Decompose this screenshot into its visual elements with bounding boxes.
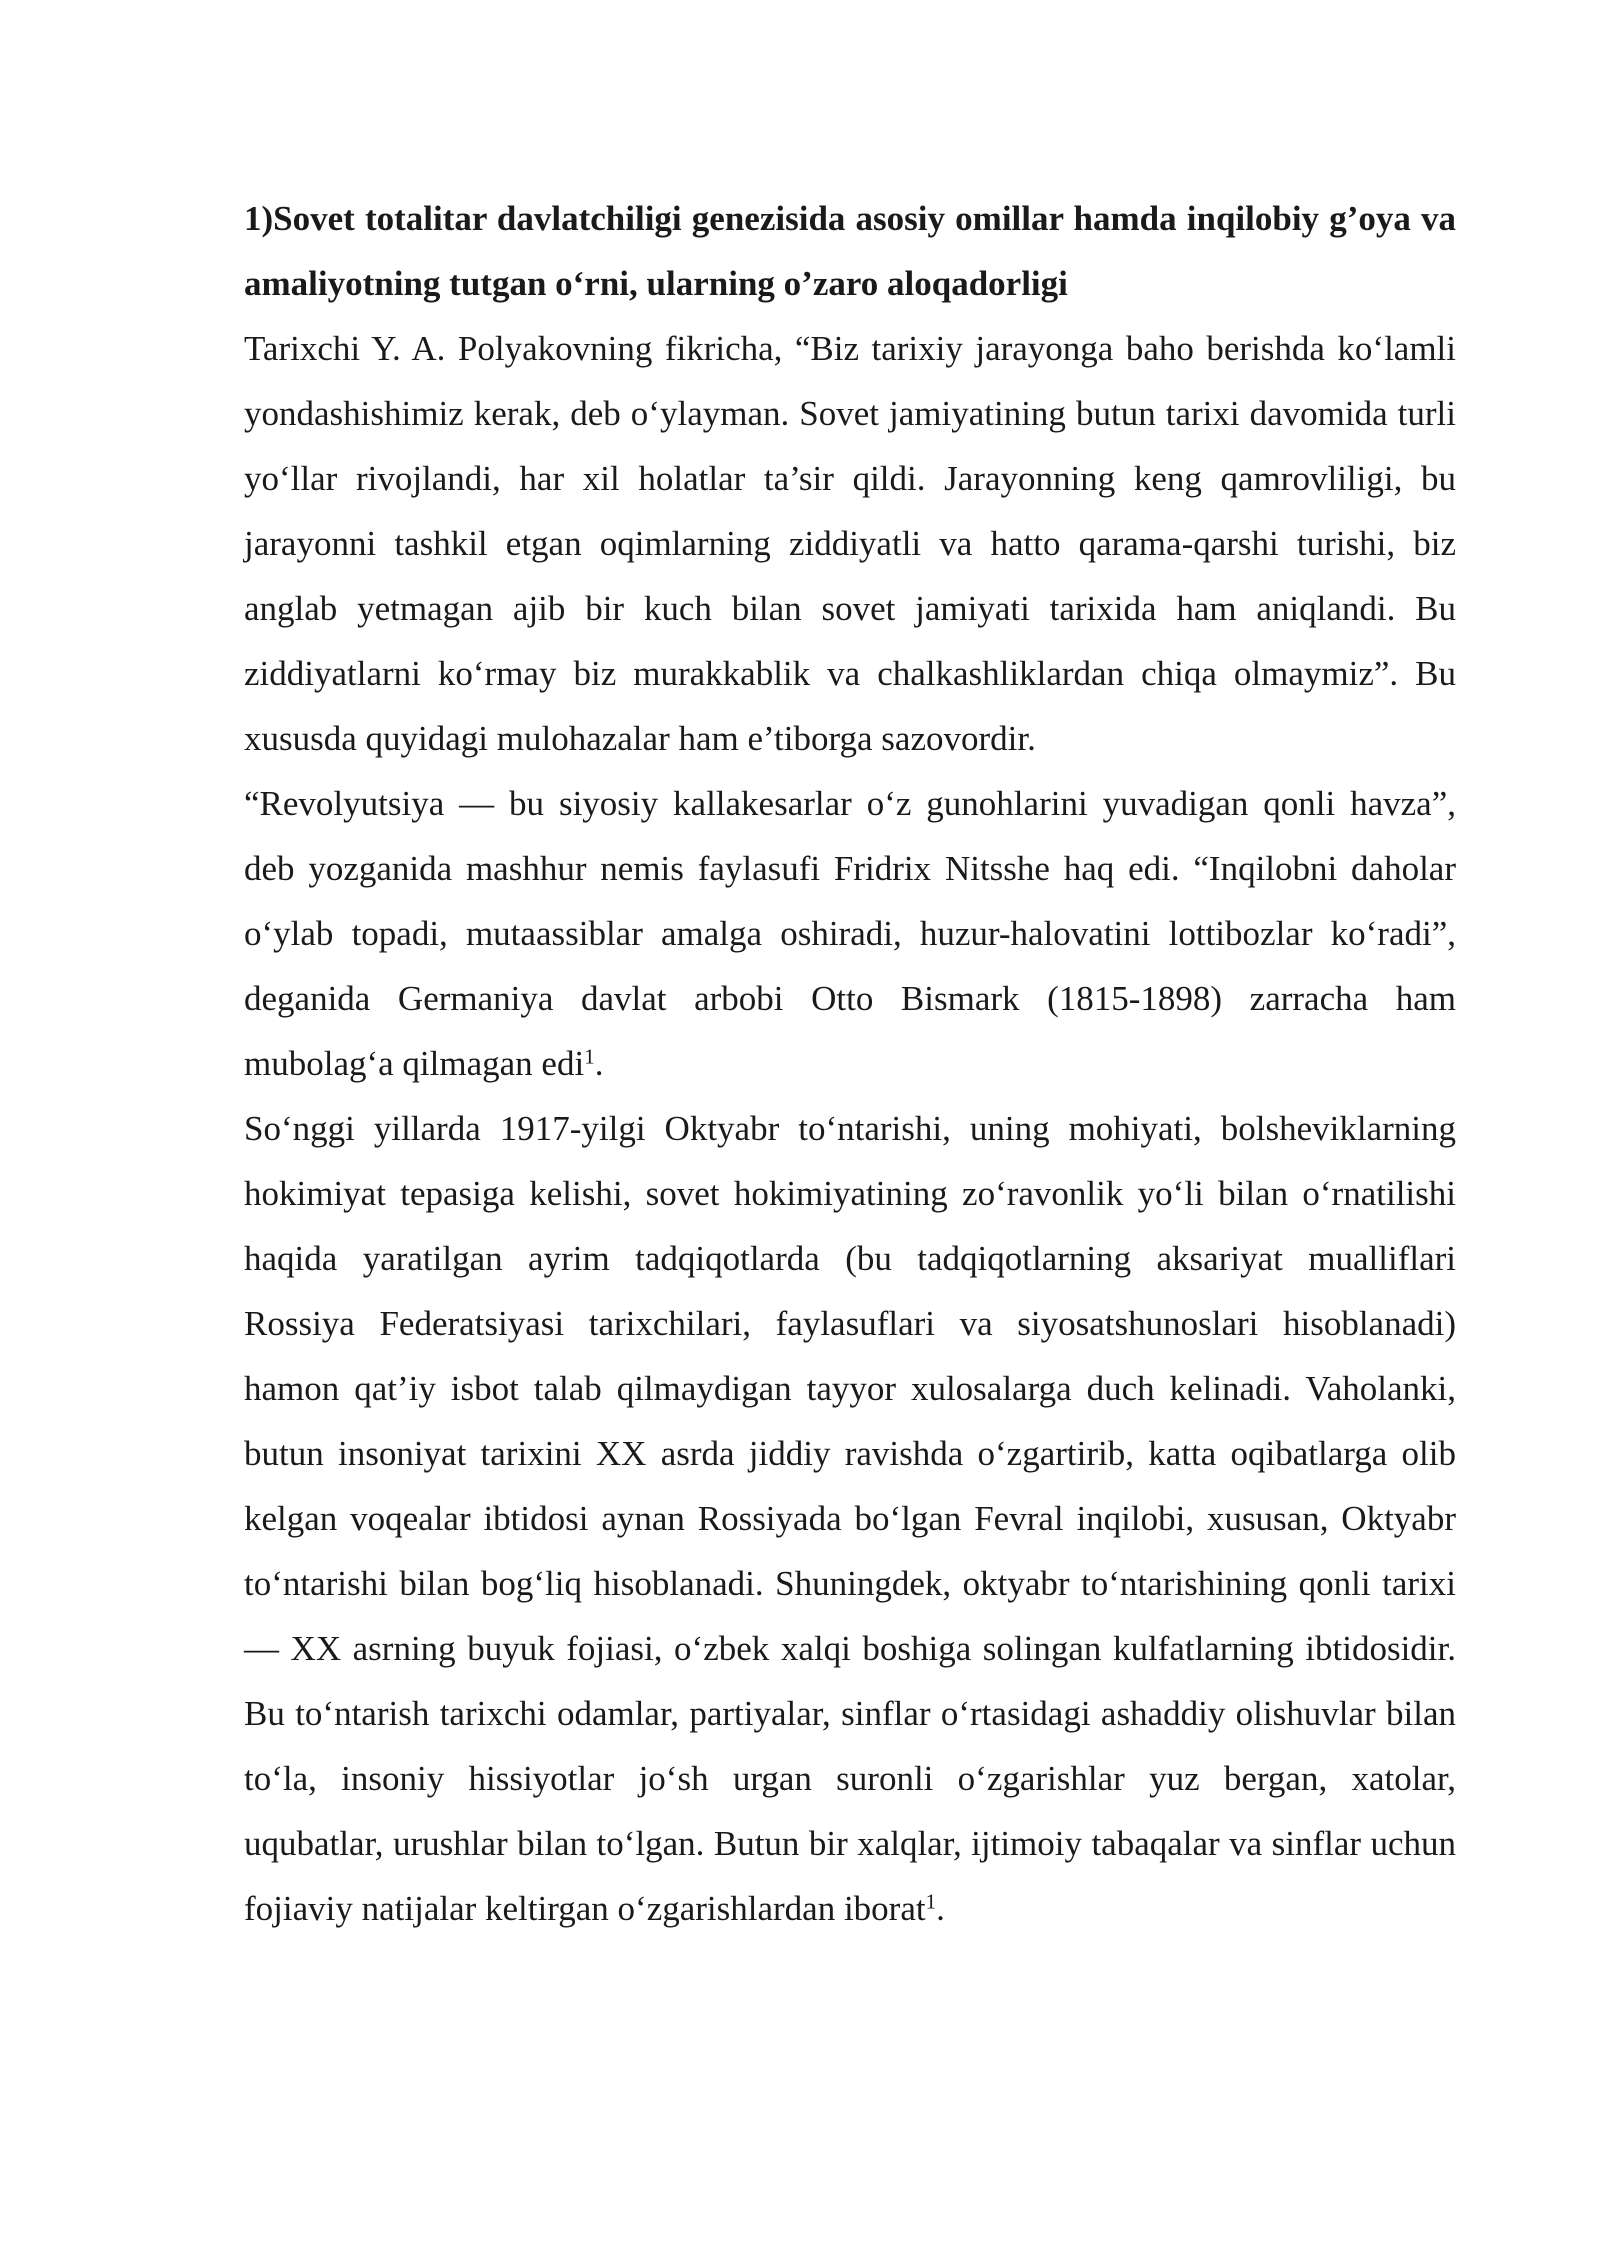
document-page (244, 186, 1456, 1941)
section-heading: 1)Sovet totalitar davlatchiligi genezisida asosiy omillar hamda inqilobiy g’oya va amaliyotning tutgan o‘rni, ularning o’zaro aloqadorligi (244, 199, 1456, 303)
paragraph-revolution-quotes (244, 771, 1456, 1096)
paragraph-october-revolution (244, 1096, 1456, 1941)
paragraph-text: So‘nggi yillarda 1917-yilgi Oktyabr to‘ntarishi, uning mohiyati, bolsheviklarning hokimiyat tepasiga kelishi, sovet hokimiyatining zo‘ravonlik yo‘li bilan o‘rnatilishi haqida yaratilgan ayrim tadqiqotlarda (bu tadqiqotlarning aksariyat mualliflari Rossiya Federatsiyasi tarixchilari, faylasuflari va siyosatshunoslari hisoblanadi) hamon qat’iy isbot talab qilmaydigan tayyor xulosalarga duch kelinadi. Vaholanki, butun insoniyat tarixini XX asrda jiddiy ravishda o‘zgartirib, katta oqibatlarga olib kelgan voqealar ibtidosi aynan Rossiyada bo‘lgan Fevral inqilobi, xususan, Oktyabr to‘ntarishi bilan bog‘liq hisoblanadi. Shuningdek, oktyabr to‘ntarishining qonli tarixi — XX asrning buyuk fojiasi, o‘zbek xalqi boshiga solingan kulfatlarning ibtidosidir. Bu to‘ntarish tarixchi odamlar, partiyalar, sinflar o‘rtasidagi ashaddiy olishuvlar bilan to‘la, insoniy hissiyotlar jo‘sh urgan suronli o‘zgarishlar yuz bergan, xatolar, uqubatlar, urushlar bilan to‘lgan. Butun bir xalqlar, ijtimoiy tabaqalar va sinflar uchun fojiaviy natijalar keltirgan o‘zgarishlardan iborat (244, 1109, 1456, 1928)
paragraph-polyakov-quote (244, 316, 1456, 771)
paragraph-tail: . (936, 1889, 945, 1928)
paragraph-text: Tarixchi Y. A. Polyakovning fikricha, “Biz tarixiy jarayonga baho berishda ko‘lamli yondashishimiz kerak, deb o‘ylayman. Sovet jamiyatining butun tarixi davomida turli yo‘llar rivojlandi, har xil holatlar ta’sir qildi. Jarayonning keng qamrovliligi, bu jarayonni tashkil etgan oqimlarning ziddiyatli va hatto qarama-qarshi turishi, biz anglab yetmagan ajib bir kuch bilan sovet jamiyati tarixida ham aniqlandi. Bu ziddiyatlarni ko‘rmay biz murakkablik va chalkashliklardan chiqa olmaymiz”. Bu xususda quyidagi mulohazalar ham e’tiborga sazovordir. (244, 329, 1456, 758)
footnote-marker: 1 (584, 1044, 595, 1069)
footnote-marker: 1 (925, 1889, 937, 1914)
paragraph-tail: . (594, 1044, 604, 1083)
paragraph-text: “Revolyutsiya — bu siyosiy kallakesarlar o‘z gunohlarini yuvadigan qonli havza”, deb yozganida mashhur nemis faylasufi Fridrix Nitsshe haq edi. “Inqilobni daholar o‘ylab topadi, mutaassiblar amalga oshiradi, huzur-halovatini lottibozlar ko‘radi”, deganida Germaniya davlat arbobi Otto Bismark (1815-1898) zarracha ham mubolag‘a qilmagan edi (244, 784, 1456, 1083)
